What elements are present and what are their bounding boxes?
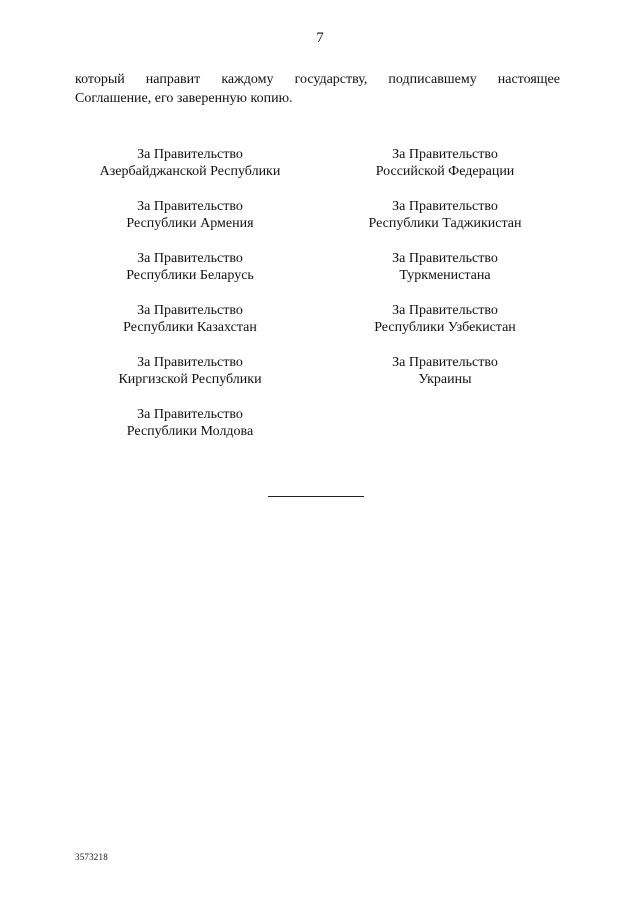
signature-party: Республики Таджикистан — [368, 216, 522, 231]
signature-party: Туркменистана — [399, 268, 491, 283]
signature-party: Российской Федерации — [375, 164, 515, 179]
signature-party: Республики Узбекистан — [374, 320, 516, 335]
signature-ukraine — [315, 354, 575, 406]
signature-heading: За Правительство — [137, 407, 243, 422]
signature-party: Украины — [418, 372, 472, 387]
signature-turkmenistan — [315, 250, 575, 302]
signature-heading: За Правительство — [137, 147, 243, 162]
signature-heading: За Правительство — [392, 355, 498, 370]
signature-party: Киргизской Республики — [118, 372, 262, 387]
signature-tajikistan — [315, 198, 575, 250]
signature-column-right — [315, 146, 575, 406]
signature-kyrgyzstan — [60, 354, 320, 406]
signature-heading: За Правительство — [392, 199, 498, 214]
signature-party: Республики Армения — [126, 216, 254, 231]
signature-party: Республики Казахстан — [123, 320, 257, 335]
intro-paragraph — [75, 70, 560, 108]
end-divider — [268, 496, 364, 497]
signature-kazakhstan — [60, 302, 320, 354]
intro-line-2: Соглашение, его заверенную копию. — [75, 91, 293, 106]
signature-uzbekistan — [315, 302, 575, 354]
signature-heading: За Правительство — [137, 303, 243, 318]
signature-armenia — [60, 198, 320, 250]
signature-heading: За Правительство — [137, 199, 243, 214]
signature-party: Республики Молдова — [126, 424, 254, 439]
signature-heading: За Правительство — [137, 251, 243, 266]
signature-party: Республики Беларусь — [126, 268, 254, 283]
signature-azerbaijan — [60, 146, 320, 198]
signature-party: Азербайджанской Республики — [99, 164, 281, 179]
intro-line-1: который направит каждому государству, подписавшему настоящее — [75, 72, 560, 87]
document-code: 3573218 — [75, 852, 108, 862]
signature-belarus — [60, 250, 320, 302]
signature-heading: За Правительство — [137, 355, 243, 370]
signature-column-left — [60, 146, 320, 458]
signature-heading: За Правительство — [392, 303, 498, 318]
signature-moldova — [60, 406, 320, 458]
signature-russia — [315, 146, 575, 198]
page-number: 7 — [316, 30, 324, 46]
signature-heading: За Правительство — [392, 147, 498, 162]
signature-heading: За Правительство — [392, 251, 498, 266]
